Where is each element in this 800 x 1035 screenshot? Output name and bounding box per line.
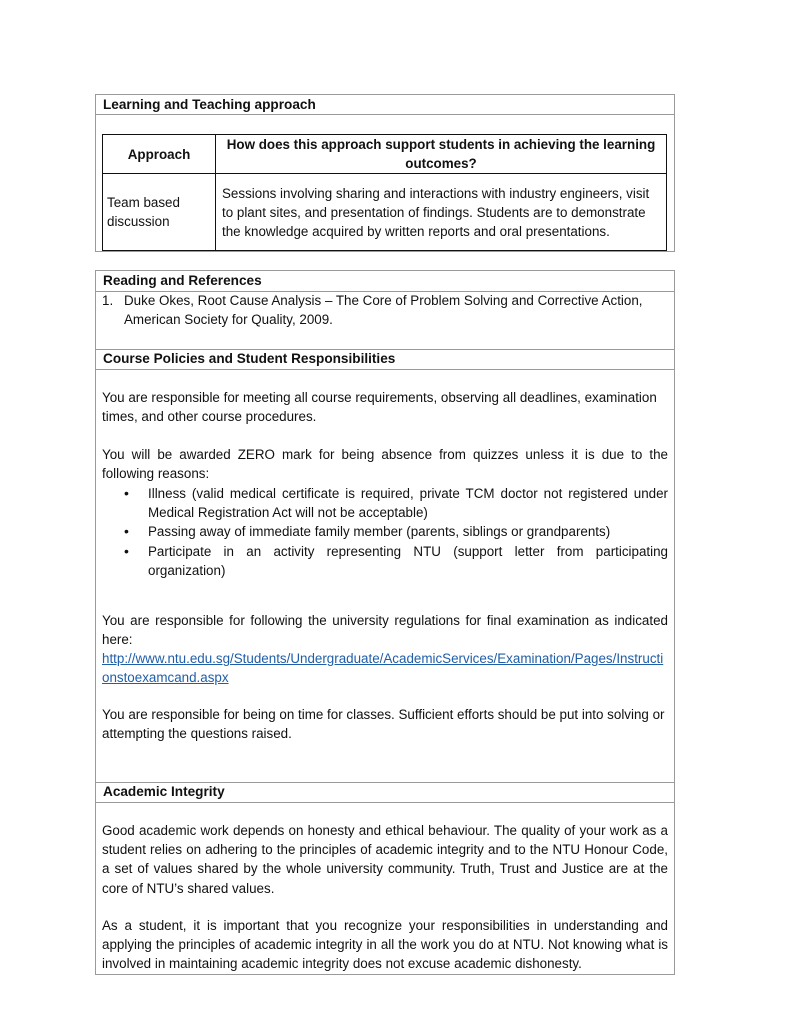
learning-section xyxy=(95,94,675,252)
policies-paragraph: You are responsible for following the university regulations for final examination as indicated here: xyxy=(102,613,668,648)
integrity-section-title: Academic Integrity xyxy=(103,784,225,799)
divider xyxy=(96,802,674,803)
integrity-paragraph: As a student, it is important that you recognize your responsibilities in understanding and applying the principles of academic integrity in all the work you do at NTU. Not knowing what is involved in maintaining academic integrity does not excuse academic dishonesty. xyxy=(102,918,668,972)
learning-section-title: Learning and Teaching approach xyxy=(103,97,316,112)
table-cell: Sessions involving sharing and interactions with industry engineers, visit to plant sites, and presentation of findings. Students are to demonstrate the knowledge acquired by written reports and oral presentations. xyxy=(216,174,667,251)
policies-section-title: Course Policies and Student Responsibilities xyxy=(103,351,396,366)
list-item: • Participate in an activity representing NTU (support letter from participating organization) xyxy=(102,542,668,580)
list-item: • Passing away of immediate family member (parents, siblings or grandparents) xyxy=(102,522,668,541)
policies-paragraph: You are responsible for being on time for classes. Sufficient efforts should be put into solving or attempting the questions raised. xyxy=(102,707,665,742)
list-item: • Illness (valid medical certificate is required, private TCM doctor not registered under Medical Registration Act will not be acceptable) xyxy=(102,484,668,522)
absence-reasons-list xyxy=(102,484,668,580)
reading-section-title: Reading and References xyxy=(103,273,262,288)
exam-regulations-link[interactable]: http://www.ntu.edu.sg/Students/Undergraduate/AcademicServices/Examination/Pages/Instructionstoexamcand.aspx xyxy=(102,651,664,686)
table-cell: Team based discussion xyxy=(103,174,216,251)
table-header-cell: How does this approach support students in achieving the learning outcomes? xyxy=(216,135,667,174)
policies-paragraph: You will be awarded ZERO mark for being absence from quizzes unless it is due to the following reasons: xyxy=(102,447,668,482)
table-row xyxy=(103,174,667,251)
table-header-row xyxy=(103,135,667,174)
table-header-cell: Approach xyxy=(103,135,216,174)
divider xyxy=(96,114,674,115)
reference-number: 1. xyxy=(102,293,114,308)
policies-paragraph: You are responsible for meeting all course requirements, observing all deadlines, examination times, and other course procedures. xyxy=(102,390,657,425)
divider xyxy=(96,369,674,370)
reference-item xyxy=(102,291,668,329)
reference-text: Duke Okes, Root Cause Analysis – The Core of Problem Solving and Corrective Action, American Society for Quality, 2009. xyxy=(124,293,643,328)
main-frame xyxy=(95,270,675,975)
integrity-paragraph: Good academic work depends on honesty and ethical behaviour. The quality of your work as a student relies on adhering to the principles of academic integrity and to the NTU Honour Code, a set of values shared by the whole university community. Truth, Trust and Justice are at the core of NTU’s shared values. xyxy=(102,823,668,896)
approach-table xyxy=(102,134,667,251)
